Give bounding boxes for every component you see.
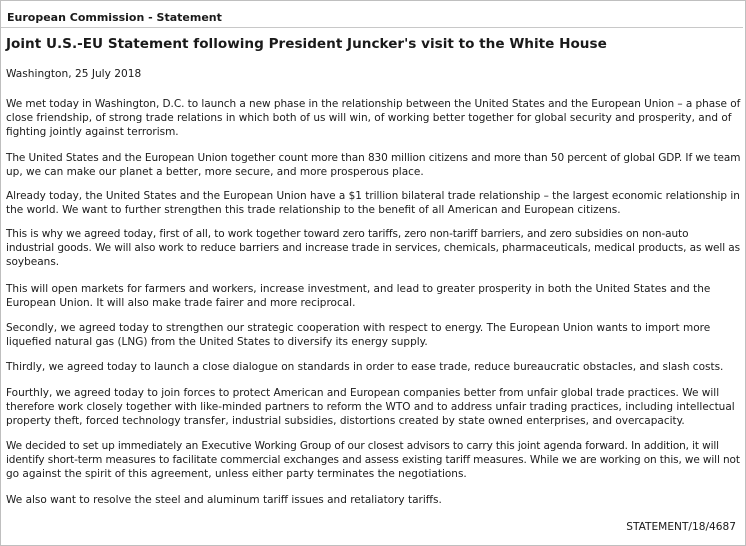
paragraph-line: This is why we agreed today, first of all, to work together toward zero tariffs, zero non-tariff barriers, and zero subsidies on non-auto [6,228,689,240]
paragraph-line: identify short-term measures to facilitate commercial exchanges and assess existing tariff measures. While we are working on this, we will not [6,454,740,466]
document-title: Joint U.S.-EU Statement following President Juncker's visit to the White House [6,36,607,52]
paragraph [6,151,740,179]
paragraph-line: Secondly, we agreed today to strengthen our strategic cooperation with respect to energy. The European Union wants to import more [6,322,711,334]
paragraph [6,97,740,139]
header-bar [1,1,743,28]
paragraph [6,386,735,428]
paragraph-line: go against the spirit of this agreement, unless either party terminates the negotiations. [6,468,467,480]
statement-reference: STATEMENT/18/4687 [626,521,736,533]
paragraph-line: Fourthly, we agreed today to join forces to protect American and European companies better from unfair global trade practices. We will [6,387,720,399]
paragraph [6,282,710,310]
paragraph-line: Thirdly, we agreed today to launch a close dialogue on standards in order to ease trade, reduce bureaucratic obstacles, and slash costs. [6,361,724,373]
paragraph [6,493,442,507]
paragraph-line: liquefied natural gas (LNG) from the United States to diversify its energy supply. [6,336,428,348]
paragraph-line: We decided to set up immediately an Executive Working Group of our closest advisors to carry this joint agenda forward. In addition, it will [6,440,719,452]
paragraph [6,321,710,349]
paragraph-line: Already today, the United States and the European Union have a $1 trillion bilateral trade relationship – the largest economic relationship in [6,190,740,202]
paragraph [6,189,740,217]
paragraph-line: The United States and the European Union together count more than 830 million citizens and more than 50 percent of global GDP. If we team [6,152,741,164]
paragraph-line: industrial goods. We will also work to reduce barriers and increase trade in services, chemicals, pharmaceuticals, medical products, as well as [6,242,741,254]
paragraph-line: We met today in Washington, D.C. to launch a new phase in the relationship between the United States and the European Union – a phase of [6,98,741,110]
paragraph-line: European Union. It will also make trade fairer and more reciprocal. [6,297,356,309]
paragraph-line: close friendship, of strong trade relations in which both of us will win, of working better together for global security and prosperity, and of [6,112,732,124]
dateline: Washington, 25 July 2018 [6,68,142,80]
paragraph-line: up, we can make our planet a better, more secure, and more prosperous place. [6,166,424,178]
paragraph-line: We also want to resolve the steel and aluminum tariff issues and retaliatory tariffs. [6,494,442,506]
header-label: European Commission - Statement [7,11,222,24]
paragraph-line: This will open markets for farmers and workers, increase investment, and lead to greater prosperity in both the United States and the [6,283,711,295]
paragraph [6,227,740,269]
paragraph-line: fighting jointly against terrorism. [6,126,179,138]
paragraph [6,360,723,374]
paragraph-line: therefore work closely together with like-minded partners to reform the WTO and to address unfair trading practices, including intellectual [6,401,735,413]
paragraph-line: soybeans. [6,256,60,268]
paragraph-line: property theft, forced technology transfer, industrial subsidies, distortions created by state owned enterprises, and overcapacity. [6,415,685,427]
paragraph-line: the world. We want to further strengthen this trade relationship to the benefit of all American and European citizens. [6,204,621,216]
paragraph [6,439,740,481]
